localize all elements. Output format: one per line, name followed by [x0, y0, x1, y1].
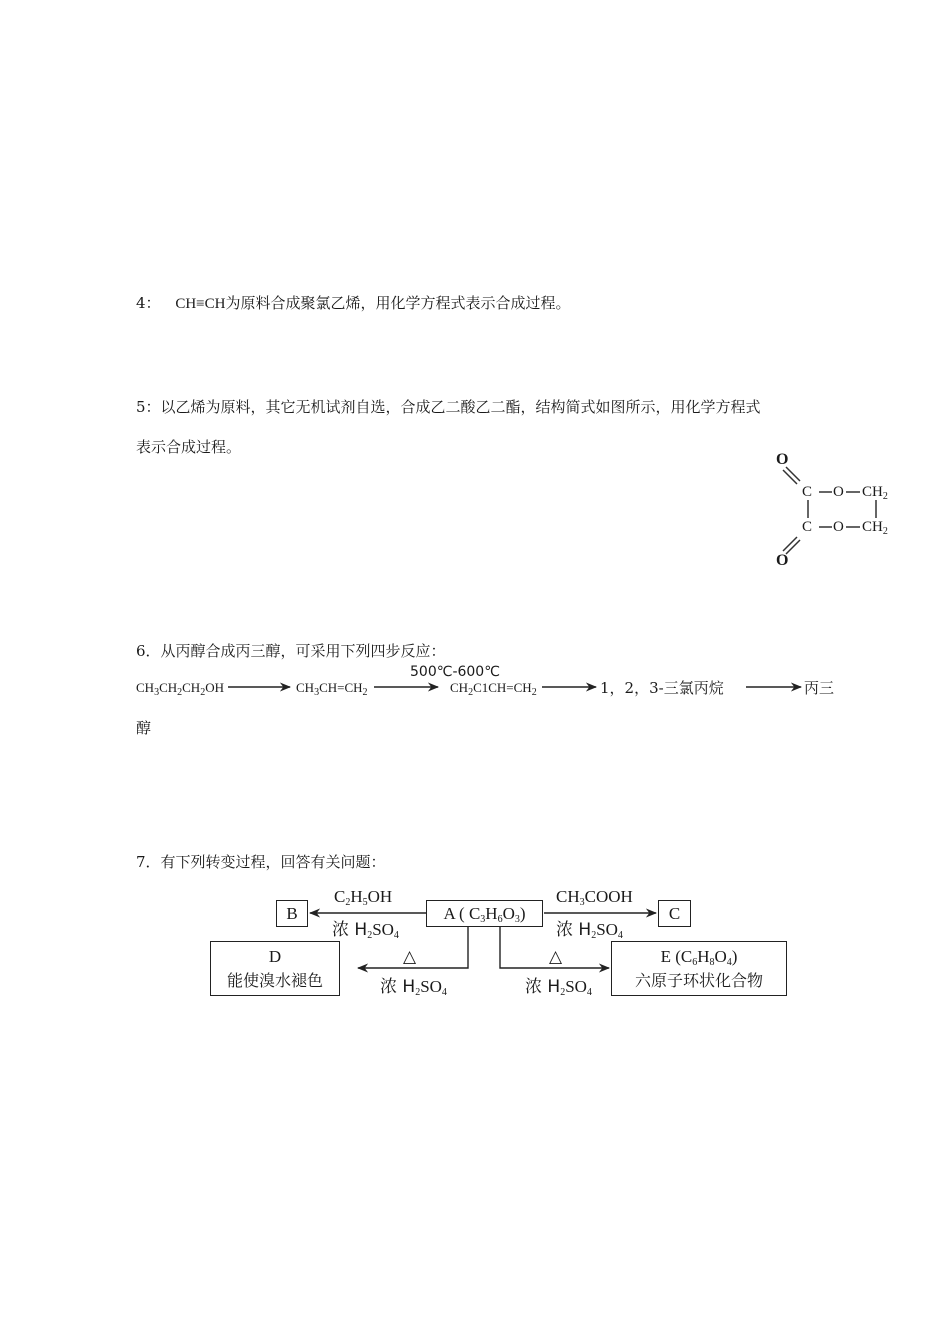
carbonyl-o-top: O	[776, 451, 789, 468]
box-d-title: D	[268, 947, 282, 966]
box-c: C	[658, 900, 691, 927]
box-d-desc: 能使溴水褪色	[226, 971, 323, 990]
reagent-ethanol: $C_2H_5OH$	[334, 887, 393, 908]
propene: $CH_3CH=CH_2$	[296, 680, 368, 698]
box-e-desc: 六原子环状化合物	[634, 971, 763, 990]
catalyst-a-to-d: 浓 $H_2SO_4$	[380, 977, 447, 998]
box-a: A ( $C_3H_6O_3$)	[426, 900, 543, 927]
q4-text: 为原料合成聚氯乙烯，用化学方程式表示合成过程。	[225, 294, 571, 312]
question-5-line2: 表示合成过程。	[136, 438, 242, 456]
box-e	[611, 941, 787, 996]
allyl-chloride: $CH_2C1CH=CH_2$	[450, 680, 537, 698]
propanol: $CH_3CH_2CH_2OH$	[136, 680, 224, 698]
catalyst-a-to-e: 浓 $H_2SO_4$	[525, 977, 592, 998]
reaction-condition: 500℃-600℃	[410, 664, 500, 680]
ring-o-bottom: O	[833, 519, 844, 535]
question-6-intro: 6．从丙醇合成丙三醇，可采用下列四步反应：	[136, 642, 446, 660]
q4-number: 4：	[136, 294, 161, 312]
catalyst-a-to-c: 浓 $H_2SO_4$	[556, 920, 623, 941]
question-5-line1: 5：以乙烯为原料，其它无机试剂自选，合成乙二酸乙二酯，结构简式如图所示，用化学方程式	[136, 398, 761, 416]
ring-o-top: O	[833, 484, 844, 500]
heat-a-to-d: △	[403, 947, 417, 966]
heat-a-to-e: △	[549, 947, 563, 966]
carbonyl-o-bottom: O	[776, 552, 789, 569]
ch2-top: $CH_2$	[862, 484, 888, 502]
carbon-bottom: C	[802, 519, 813, 535]
box-b: B	[276, 900, 308, 927]
catalyst-a-to-b: 浓 $H_2SO_4$	[332, 920, 399, 941]
ch2-bottom: $CH_2$	[862, 519, 888, 537]
reagent-acetic-acid: $CH_3COOH$	[556, 887, 633, 908]
trichloropropane: 1，2，3-三氯丙烷	[600, 679, 724, 697]
q4-formula: CH≡CH	[175, 296, 226, 312]
glycerol-part2: 醇	[136, 719, 152, 737]
glycerol-part1: 丙三	[804, 679, 835, 697]
carbon-top: C	[802, 484, 813, 500]
box-d	[210, 941, 340, 996]
box-e-title: E $(C_6H_8O_4)$	[660, 947, 738, 968]
question-7-intro: 7．有下列转变过程，回答有关问题：	[136, 853, 386, 871]
